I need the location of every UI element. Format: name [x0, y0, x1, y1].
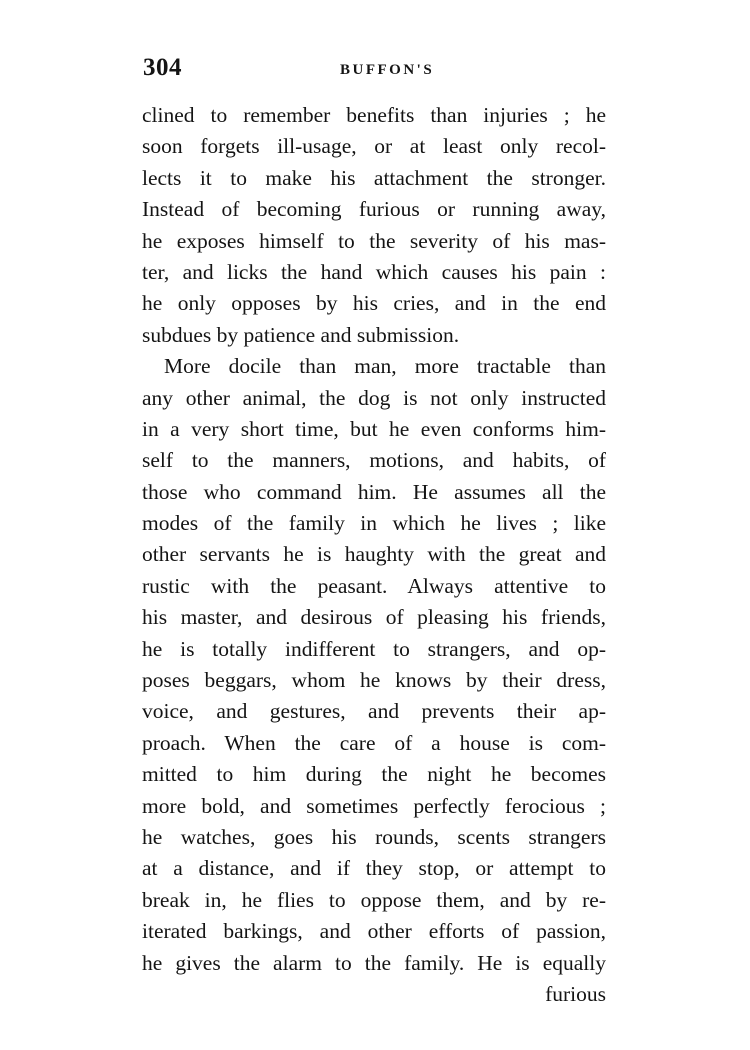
text-line: self to the manners, motions, and habits, of: [142, 448, 606, 473]
body-text: [142, 100, 606, 1010]
text-line: iterated barkings, and other efforts of passion,: [142, 919, 606, 944]
text-line: mitted to him during the night he becomes: [142, 762, 606, 787]
text-line: proach. When the care of a house is com-: [142, 730, 606, 755]
text-line: he only opposes by his cries, and in the end: [142, 291, 606, 316]
text-line: rustic with the peasant. Always attentive to: [142, 573, 606, 598]
text-line: lects it to make his attachment the stronger.: [142, 165, 606, 190]
text-line: ter, and licks the hand which causes his pain :: [142, 259, 606, 284]
text-line: any other animal, the dog is not only instructed: [142, 385, 606, 410]
text-line: other servants he is haughty with the great and: [142, 542, 606, 567]
text-line: at a distance, and if they stop, or attempt to: [142, 856, 606, 881]
text-line: he watches, goes his rounds, scents strangers: [142, 824, 606, 849]
text-line: subdues by patience and submission.: [142, 322, 460, 347]
text-line: in a very short time, but he even conforms him-: [142, 416, 606, 441]
text-line: he is totally indifferent to strangers, and op-: [142, 636, 606, 661]
paragraph-2: [142, 351, 606, 979]
text-line: poses beggars, whom he knows by their dress,: [142, 668, 606, 693]
catchword: furious: [545, 981, 606, 1006]
text-line: voice, and gestures, and prevents their ap-: [142, 699, 606, 724]
text-line: his master, and desirous of pleasing his friends,: [142, 605, 606, 630]
text-line: More docile than man, more tractable than: [164, 354, 606, 379]
text-line: clined to remember benefits than injuries ; he: [142, 103, 606, 127]
text-line: those who command him. He assumes all the: [142, 479, 606, 504]
text-line: he gives the alarm to the family. He is equally: [142, 950, 606, 975]
text-line: more bold, and sometimes perfectly ferocious ;: [142, 793, 606, 818]
text-line: break in, he flies to oppose them, and by re-: [142, 887, 606, 912]
text-line: modes of the family in which he lives ; like: [142, 511, 606, 536]
text-line: he exposes himself to the severity of his mas-: [142, 228, 606, 253]
paragraph-1: [142, 100, 606, 351]
text-line: soon forgets ill-usage, or at least only recol-: [142, 134, 606, 159]
text-line: Instead of becoming furious or running away,: [142, 197, 606, 222]
page-header: [143, 50, 605, 86]
running-head: BUFFON'S: [340, 62, 435, 78]
page-number: 304: [143, 54, 182, 81]
